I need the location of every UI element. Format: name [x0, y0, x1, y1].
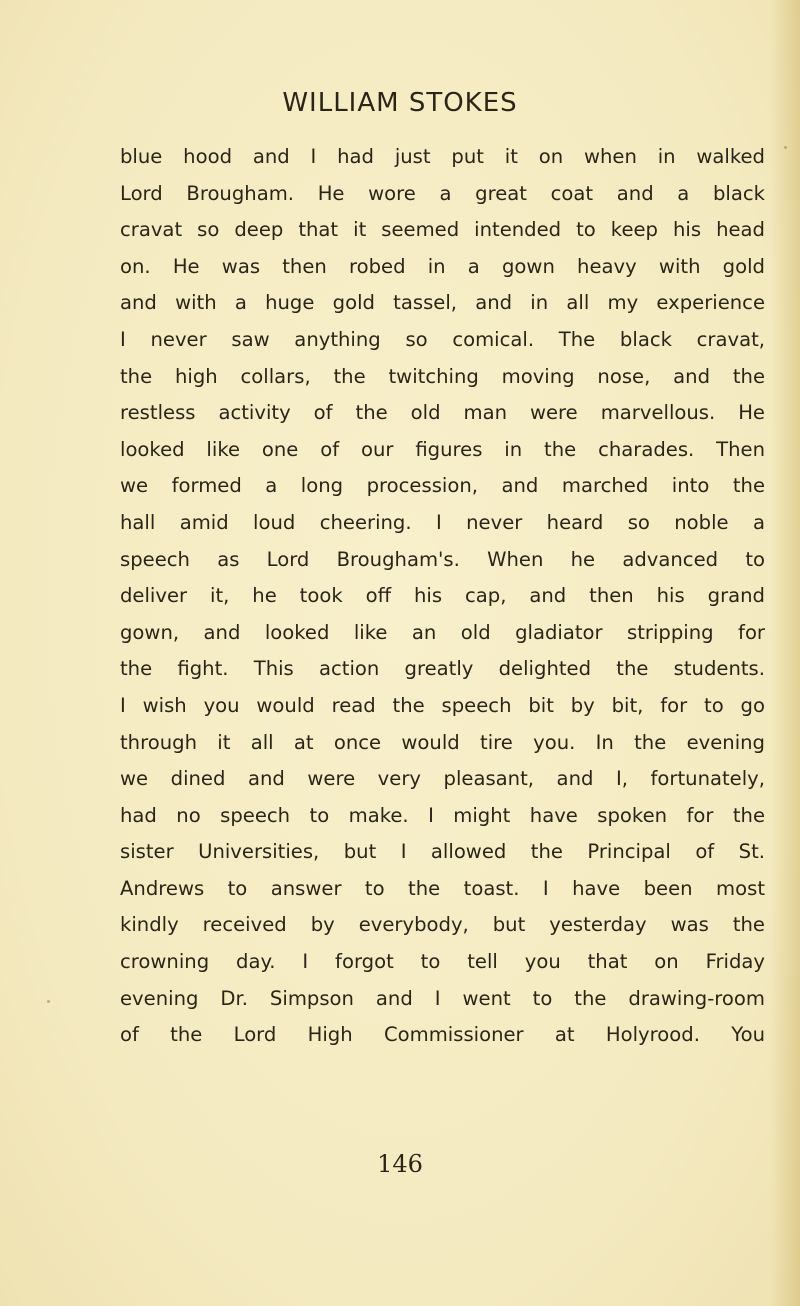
- text-line: of the Lord High Commissioner at Holyrood. You: [120, 1023, 765, 1047]
- text-line: I wish you would read the speech bit by bit, for to go: [120, 693, 765, 717]
- paper-speck: [47, 1000, 50, 1003]
- text-line: Lord Brougham. He wore a great coat and a black: [120, 181, 765, 205]
- text-line: speech as Lord Brougham's. When he advanced to: [120, 547, 765, 571]
- text-line: kindly received by everybody, but yesterday was the: [120, 913, 765, 937]
- text-line: we dined and were very pleasant, and I, fortunately,: [120, 767, 765, 791]
- paper-speck: [784, 146, 787, 149]
- text-line: sister Universities, but I allowed the Principal of St.: [120, 840, 765, 864]
- text-line: the fight. This action greatly delighted the students.: [120, 657, 765, 681]
- text-line: deliver it, he took off his cap, and then his grand: [120, 584, 765, 608]
- text-line: crowning day. I forgot to tell you that on Friday: [120, 950, 765, 974]
- text-line: restless activity of the old man were marvellous. He: [120, 401, 765, 425]
- text-line: and with a huge gold tassel, and in all my experience: [120, 291, 765, 315]
- body-text: [120, 139, 765, 1054]
- text-line: Andrews to answer to the toast. I have been most: [120, 876, 765, 900]
- text-line: the high collars, the twitching moving nose, and the: [120, 364, 765, 388]
- text-line: had no speech to make. I might have spoken for the: [120, 803, 765, 827]
- text-line: gown, and looked like an old gladiator stripping for: [120, 620, 765, 644]
- page-number: 146: [377, 1150, 423, 1178]
- text-line: blue hood and I had just put it on when in walked: [120, 145, 765, 168]
- text-line: evening Dr. Simpson and I went to the drawing-room: [120, 986, 765, 1010]
- running-head: WILLIAM STOKES: [282, 88, 518, 118]
- text-line: hall amid loud cheering. I never heard so noble a: [120, 510, 765, 534]
- text-line: I never saw anything so comical. The black cravat,: [120, 327, 765, 351]
- text-line: cravat so deep that it seemed intended to keep his head: [120, 218, 765, 242]
- text-line: through it all at once would tire you. In the evening: [120, 730, 765, 754]
- text-line: on. He was then robed in a gown heavy with gold: [120, 254, 765, 278]
- text-line: we formed a long procession, and marched into the: [120, 474, 765, 498]
- text-line: looked like one of our figures in the charades. Then: [120, 437, 765, 461]
